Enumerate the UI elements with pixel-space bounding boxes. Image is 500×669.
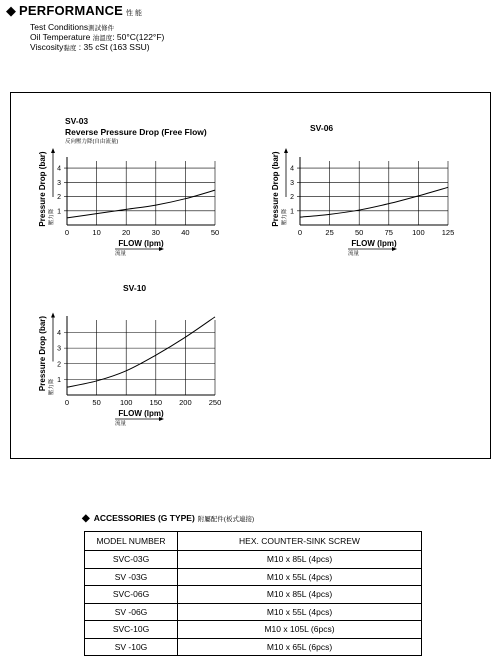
oil-temperature-label: Oil Temperature [30, 32, 91, 42]
sv03-x-axis-label-cn: 流量 [115, 251, 127, 257]
sv10-x-tick-label: 0 [64, 398, 70, 407]
accessories-title-cn: 附屬配件(板式連接) [197, 516, 255, 523]
sv03-x-tick-label: 50 [210, 228, 220, 237]
table-header-row [85, 532, 422, 551]
viscosity-cn: 黏度 [63, 45, 77, 52]
test-conditions-cn: 測試條件 [88, 25, 115, 32]
sv06-y-tick-label: 4 [290, 165, 294, 173]
sv06-y-tick-label: 2 [290, 194, 294, 202]
sv06-y-axis-arrow-icon [284, 148, 288, 153]
sv10-y-tick-label: 2 [57, 361, 61, 369]
sv06-y-tick-label: 3 [290, 179, 294, 187]
model-cell: SVC-03G [85, 551, 178, 569]
viscosity-label: Viscosity [30, 42, 64, 52]
model-cell: SV -03G [85, 568, 178, 586]
screw-cell: M10 x 55L (4pcs) [178, 603, 422, 621]
sv06-pressure-drop-curve [300, 187, 448, 217]
sv10-x-axis-label-cn: 流量 [115, 421, 127, 427]
sv10-y-tick-label: 3 [57, 345, 61, 353]
model-cell: SVC-10G [85, 621, 178, 639]
sv03-chart-subtitle-cn: 反向壓力降(自由流量) [65, 139, 119, 145]
sv10-y-axis-label-cn: 壓力降 [49, 378, 55, 396]
accessories-title: ACCESSORIES (G TYPE) [93, 513, 195, 523]
sv10-x-tick-label: 250 [208, 398, 222, 407]
sv06-x-tick-label: 100 [412, 228, 425, 237]
sv10-chart-title: SV-10 [123, 283, 147, 293]
viscosity-value: : 35 cSt (163 SSU) [76, 42, 150, 52]
model-cell: SVC-06G [85, 586, 178, 604]
sv03-x-tick-label: 20 [122, 228, 131, 237]
sv03-x-tick-label: 10 [92, 228, 101, 237]
sv10-x-axis-label: FLOW (lpm) [118, 409, 164, 418]
sv03-y-tick-label: 3 [57, 179, 61, 187]
sv06-x-tick-label: 75 [384, 228, 393, 237]
test-conditions-label: Test Conditions [30, 22, 89, 32]
oil-temperature-value: : 50°C(122°F) [112, 32, 165, 42]
table-row [85, 603, 422, 621]
sv03-y-tick-label: 1 [57, 208, 61, 216]
sv06-x-axis-label-cn: 流量 [348, 251, 360, 257]
diamond-bullet-icon: ◆ [82, 513, 90, 524]
screw-cell: M10 x 105L (6pcs) [178, 621, 422, 639]
column-header-screw: HEX. COUNTER-SINK SCREW [178, 532, 422, 551]
table-row [85, 621, 422, 639]
sv10-x-tick-label: 200 [179, 398, 192, 407]
screw-cell: M10 x 65L (6pcs) [178, 638, 422, 656]
sv03-x-axis-label: FLOW (lpm) [118, 239, 164, 248]
table-row [85, 551, 422, 569]
screw-cell: M10 x 85L (4pcs) [178, 551, 422, 569]
diamond-bullet-icon: ◆ [6, 3, 16, 18]
screw-cell: M10 x 85L (4pcs) [178, 586, 422, 604]
table-row [85, 568, 422, 586]
accessories-heading [82, 513, 254, 524]
sv06-x-tick-label: 50 [355, 228, 364, 237]
sv03-chart-subtitle: Reverse Pressure Drop (Free Flow) [65, 127, 207, 137]
sv10-y-axis-label: Pressure Drop (bar) [38, 315, 47, 392]
sv10-x-tick-label: 150 [149, 398, 163, 407]
sv06-x-axis-label: FLOW (lpm) [351, 239, 397, 248]
sv03-pressure-drop-curve [67, 190, 215, 218]
table-row [85, 586, 422, 604]
sv06-x-tick-label: 0 [297, 228, 303, 237]
screw-cell: M10 x 55L (4pcs) [178, 568, 422, 586]
page-title: PERFORMANCE [19, 3, 124, 18]
sv03-y-tick-label: 2 [57, 194, 61, 202]
sv03-y-axis-label-cn: 壓力降 [49, 208, 55, 226]
sv10-pressure-drop-curve [67, 317, 215, 387]
sv06-y-axis-label-cn: 壓力降 [282, 208, 288, 226]
sv03-x-tick-label: 0 [64, 228, 70, 237]
model-cell: SV -10G [85, 638, 178, 656]
sv03-chart-title: SV-03 [65, 116, 89, 126]
sv10-x-tick-label: 100 [119, 398, 133, 407]
sv10-x-tick-label: 50 [92, 398, 101, 407]
sv06-chart-title: SV-06 [310, 123, 334, 133]
sv03-y-axis-arrow-icon [51, 148, 55, 153]
table-row [85, 638, 422, 656]
sv10-y-axis-arrow-icon [51, 313, 55, 318]
sv06-y-axis-label: Pressure Drop (bar) [271, 151, 280, 227]
column-header-model: MODEL NUMBER [85, 532, 178, 551]
oil-temperature-cn: 油溫度 [92, 35, 113, 42]
sv10-y-tick-label: 4 [57, 330, 61, 337]
sv03-x-tick-label: 40 [181, 228, 190, 237]
sv03-y-tick-label: 4 [57, 165, 61, 173]
sv06-x-tick-label: 25 [325, 228, 334, 237]
sv03-y-axis-label: Pressure Drop (bar) [38, 151, 47, 227]
page-title-cn: 性 能 [126, 10, 142, 17]
accessories-table [84, 531, 422, 656]
sv06-x-tick-label: 125 [441, 228, 455, 237]
model-cell: SV -06G [85, 603, 178, 621]
sv06-y-tick-label: 1 [290, 208, 294, 216]
sv10-y-tick-label: 1 [57, 376, 61, 384]
sv03-x-tick-label: 30 [151, 228, 160, 237]
